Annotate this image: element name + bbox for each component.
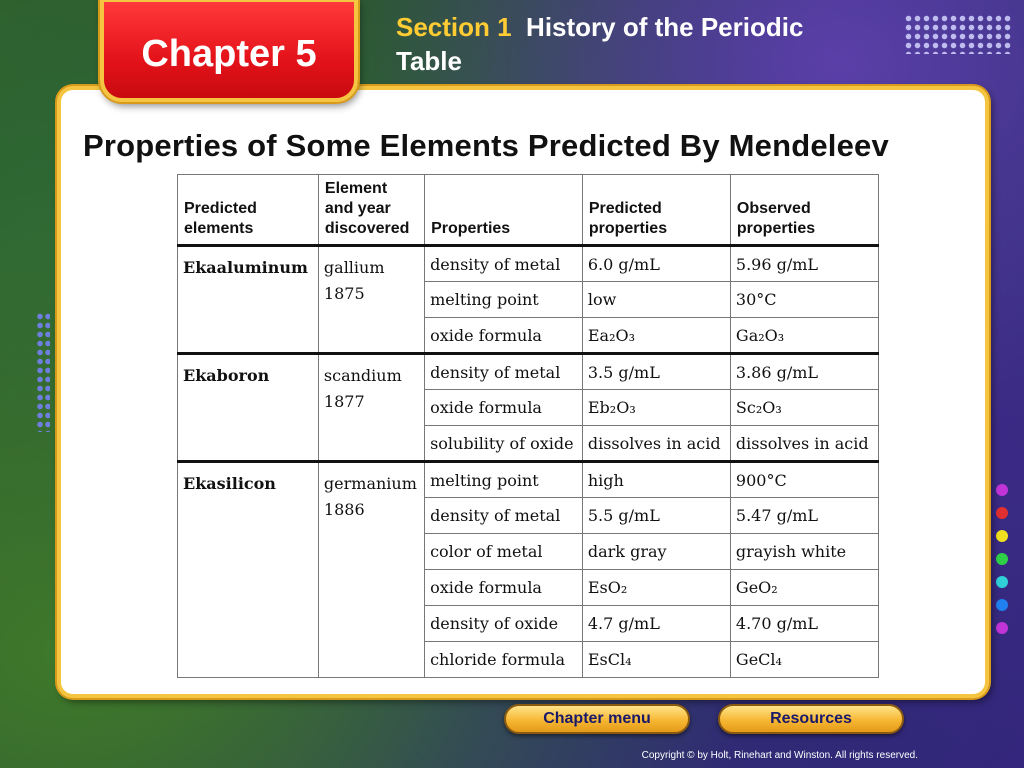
- observed-value-cell: GeCl₄: [730, 642, 878, 678]
- predicted-value-cell: dissolves in acid: [582, 426, 730, 462]
- section-header: [396, 10, 876, 78]
- chapter-tab: Chapter 5: [100, 0, 358, 102]
- discovered-element-cell: [318, 354, 424, 462]
- predicted-value-cell: high: [582, 462, 730, 498]
- decorative-color-dot: [996, 622, 1008, 634]
- observed-value-cell: Ga₂O₃: [730, 318, 878, 354]
- decorative-dot-grid-top: [904, 14, 1012, 54]
- chapter-menu-button[interactable]: Chapter menu: [504, 704, 690, 734]
- observed-value-cell: 3.86 g/mL: [730, 354, 878, 390]
- content-panel: [57, 86, 989, 698]
- predicted-value-cell: 6.0 g/mL: [582, 246, 730, 282]
- discovery-year: 1875: [323, 284, 365, 303]
- predicted-value-cell: EsCl₄: [582, 642, 730, 678]
- header-predicted-elements: Predicted elements: [178, 175, 319, 246]
- property-cell: melting point: [425, 282, 583, 318]
- predicted-value-cell: 5.5 g/mL: [582, 498, 730, 534]
- predicted-value-cell: Eb₂O₃: [582, 390, 730, 426]
- property-cell: chloride formula: [425, 642, 583, 678]
- discovered-element-name: gallium: [323, 258, 385, 277]
- decorative-color-dot: [996, 553, 1008, 565]
- predicted-value-cell: 3.5 g/mL: [582, 354, 730, 390]
- observed-value-cell: 4.70 g/mL: [730, 606, 878, 642]
- observed-value-cell: 5.47 g/mL: [730, 498, 878, 534]
- copyright-notice: Copyright © by Holt, Rinehart and Winston. All rights reserved.: [641, 750, 918, 761]
- decorative-color-dot: [996, 599, 1008, 611]
- predicted-value-cell: 4.7 g/mL: [582, 606, 730, 642]
- table-header-row: [178, 175, 879, 246]
- header-predicted-properties: Predicted properties: [582, 175, 730, 246]
- color-dot-column: [996, 484, 1012, 644]
- decorative-color-dot: [996, 530, 1008, 542]
- observed-value-cell: dissolves in acid: [730, 426, 878, 462]
- decorative-dot-grid-left: [36, 312, 50, 432]
- property-cell: solubility of oxide: [425, 426, 583, 462]
- predicted-element-name: Ekaaluminum: [178, 246, 319, 354]
- property-cell: oxide formula: [425, 390, 583, 426]
- header-element-year: Element and year discovered: [318, 175, 424, 246]
- property-cell: color of metal: [425, 534, 583, 570]
- slide-title: Properties of Some Elements Predicted By Mendeleev: [83, 128, 889, 163]
- predicted-value-cell: Ea₂O₃: [582, 318, 730, 354]
- property-cell: density of metal: [425, 246, 583, 282]
- property-cell: density of metal: [425, 354, 583, 390]
- predicted-element-name: Ekaboron: [178, 354, 319, 462]
- predicted-value-cell: dark gray: [582, 534, 730, 570]
- observed-value-cell: 5.96 g/mL: [730, 246, 878, 282]
- header-observed-properties: Observed properties: [730, 175, 878, 246]
- mendeleev-predictions-table: [177, 174, 879, 678]
- observed-value-cell: 900°C: [730, 462, 878, 498]
- discovered-element-cell: [318, 462, 424, 678]
- decorative-color-dot: [996, 507, 1008, 519]
- discovery-year: 1886: [323, 500, 365, 519]
- table-row: [178, 462, 879, 498]
- observed-value-cell: 30°C: [730, 282, 878, 318]
- table-body: [178, 246, 879, 678]
- property-cell: oxide formula: [425, 570, 583, 606]
- predicted-value-cell: EsO₂: [582, 570, 730, 606]
- observed-value-cell: grayish white: [730, 534, 878, 570]
- decorative-color-dot: [996, 576, 1008, 588]
- predicted-value-cell: low: [582, 282, 730, 318]
- section-title: History of the Periodic Table: [396, 12, 804, 76]
- property-cell: oxide formula: [425, 318, 583, 354]
- resources-button[interactable]: Resources: [718, 704, 904, 734]
- table-row: [178, 354, 879, 390]
- observed-value-cell: Sc₂O₃: [730, 390, 878, 426]
- property-cell: melting point: [425, 462, 583, 498]
- property-cell: density of oxide: [425, 606, 583, 642]
- section-label: Section 1: [396, 12, 512, 42]
- discovery-year: 1877: [323, 392, 365, 411]
- decorative-color-dot: [996, 484, 1008, 496]
- discovered-element-cell: [318, 246, 424, 354]
- observed-value-cell: GeO₂: [730, 570, 878, 606]
- table-row: [178, 246, 879, 282]
- property-cell: density of metal: [425, 498, 583, 534]
- header-properties: Properties: [425, 175, 583, 246]
- predicted-element-name: Ekasilicon: [178, 462, 319, 678]
- discovered-element-name: germanium: [323, 474, 417, 493]
- discovered-element-name: scandium: [323, 366, 402, 385]
